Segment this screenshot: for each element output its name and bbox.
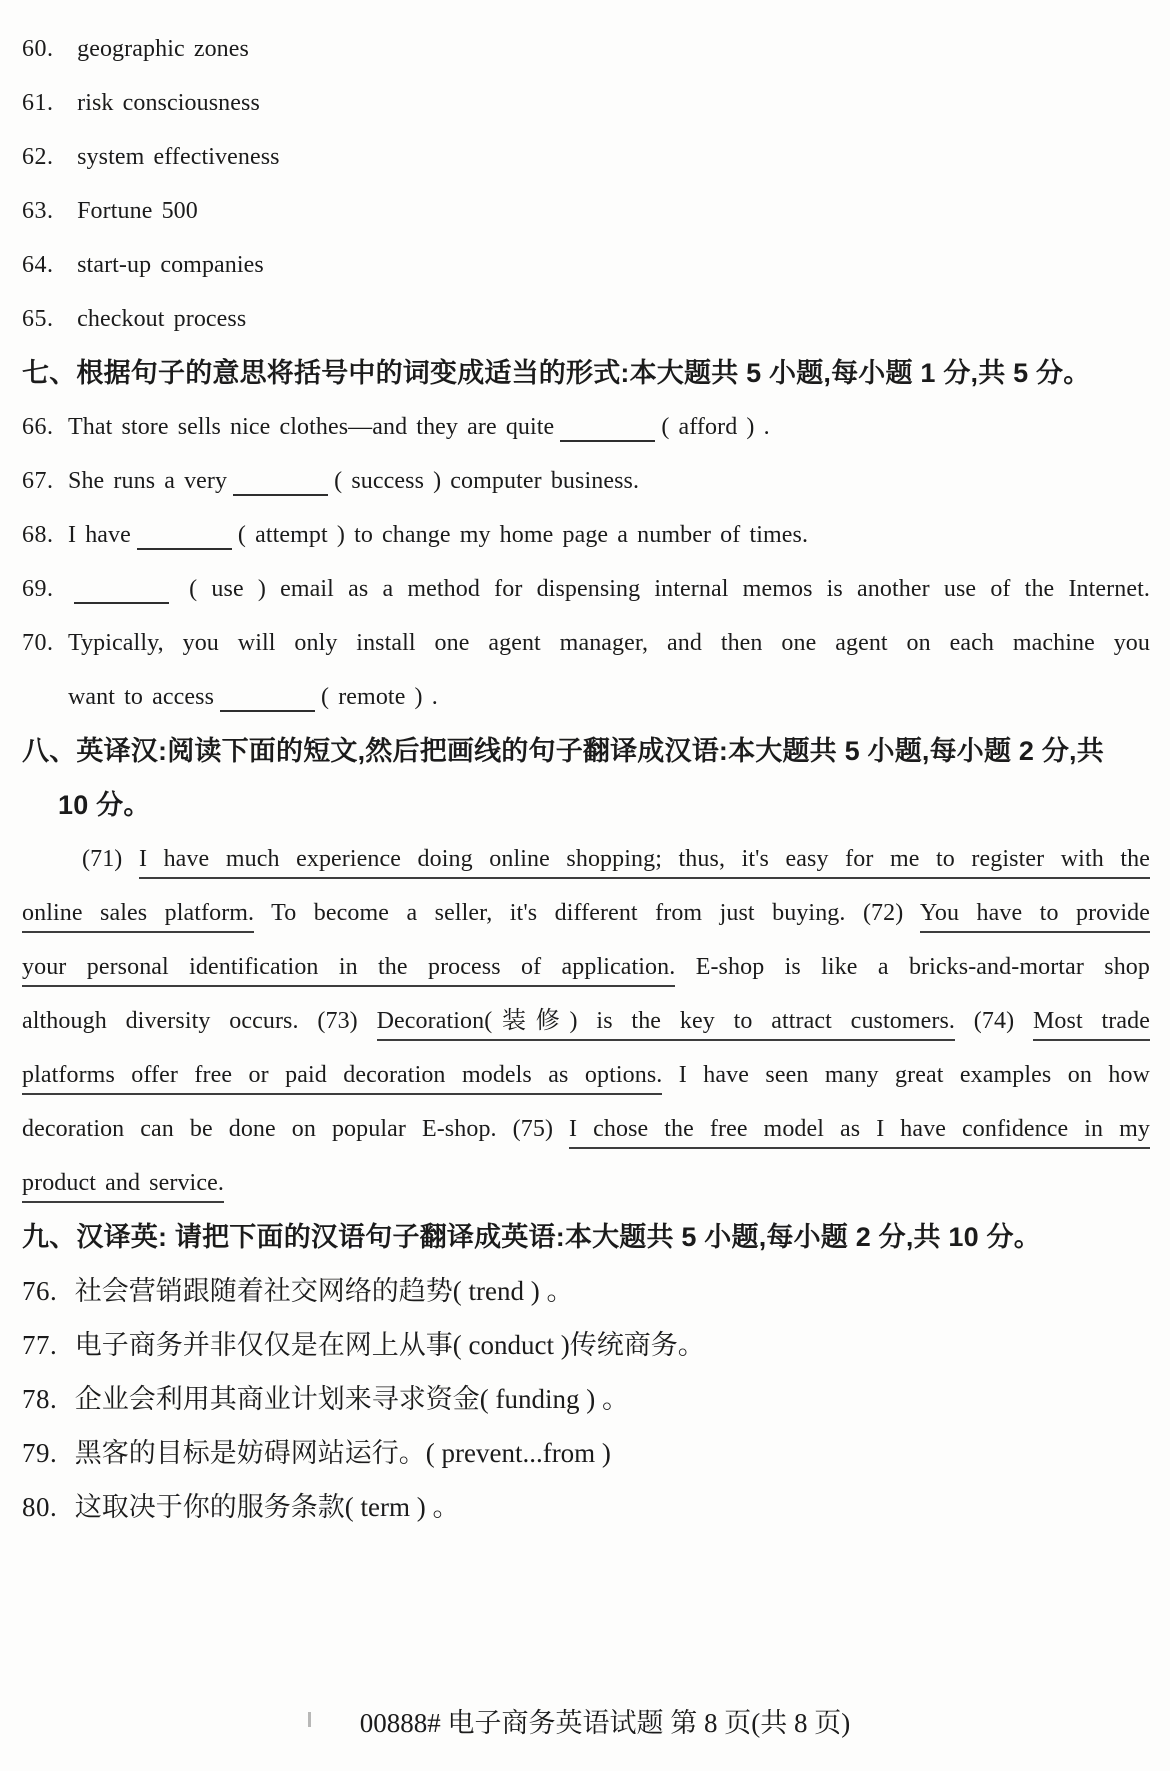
answer-blank-66: [560, 430, 655, 442]
vocab-text: geographic zones: [77, 36, 249, 62]
fill-item-66: [22, 400, 1150, 454]
underlined-sentence: platforms offer free or paid decoration models as options.: [22, 1062, 662, 1095]
item-number: 76.: [22, 1276, 58, 1306]
item-number: 63.: [22, 198, 54, 224]
passage-line-1: [22, 832, 1150, 886]
item-number: 62.: [22, 144, 54, 170]
translation-item-79: [22, 1426, 1150, 1480]
item-number: 61.: [22, 90, 54, 116]
item-text-post: ( afford ) .: [661, 414, 770, 440]
translation-item-76: [22, 1264, 1150, 1318]
fill-item-70-line2: [22, 670, 1150, 724]
passage-line-7: [22, 1156, 1150, 1210]
underlined-sentence: online sales platform.: [22, 900, 254, 933]
vocab-item-62: [22, 130, 1150, 184]
underlined-sentence: product and service.: [22, 1170, 224, 1203]
item-text-pre: want to access: [68, 684, 215, 710]
answer-blank-69: [74, 592, 169, 604]
passage-text: decoration can be done on popular E-shop.: [22, 1116, 497, 1142]
translation-item-77: [22, 1318, 1150, 1372]
vocab-text: risk consciousness: [77, 90, 260, 116]
underlined-sentence: Most trade: [1033, 1008, 1150, 1041]
fill-item-68: [22, 508, 1150, 562]
item-number: 69.: [22, 576, 54, 602]
item-text-post: ( attempt ) to change my home page a number of times.: [237, 522, 809, 548]
vocab-item-61: [22, 76, 1150, 130]
fill-item-70-line1: [22, 616, 1150, 670]
translation-text: 企业会利用其商业计划来寻求资金( funding ) 。: [74, 1384, 629, 1414]
item-number: 60.: [22, 36, 54, 62]
item-number: 79.: [22, 1438, 58, 1468]
sentence-marker: (73): [317, 1008, 358, 1034]
translation-text: 社会营销跟随着社交网络的趋势( trend ) 。: [74, 1276, 574, 1306]
vocab-text: start-up companies: [77, 252, 264, 278]
answer-blank-67: [233, 484, 328, 496]
page-footer-text: 00888# 电子商务英语试题 第 8 页(共 8 页): [359, 1708, 851, 1738]
passage-line-2: [22, 886, 1150, 940]
vocab-text: Fortune 500: [77, 198, 198, 224]
passage-text: To become a seller, it's different from just buying.: [271, 900, 846, 926]
vocab-item-63: [22, 184, 1150, 238]
underlined-sentence: I have much experience doing online shopping; thus, it's easy for me to register with the: [139, 846, 1150, 879]
translation-item-80: [22, 1480, 1150, 1534]
section7-heading: 七、根据句子的意思将括号中的词变成适当的形式:本大题共 5 小题,每小题 1 分,共 5 分。: [22, 358, 1091, 388]
item-text-pre: She runs a very: [68, 468, 228, 494]
vocab-item-64: [22, 238, 1150, 292]
underlined-sentence: your personal identification in the process of application.: [22, 954, 675, 987]
passage-line-6: [22, 1102, 1150, 1156]
fill-item-67: [22, 454, 1150, 508]
underlined-sentence: I chose the free model as I have confidence in my: [569, 1116, 1150, 1149]
passage-line-4: [22, 994, 1150, 1048]
item-number: 64.: [22, 252, 54, 278]
item-text-pre: I have: [68, 522, 131, 548]
item-number: 80.: [22, 1492, 58, 1522]
section8-heading-line1: 八、英译汉:阅读下面的短文,然后把画线的句子翻译成汉语:本大题共 5 小题,每小题 2 分,共: [22, 736, 1104, 766]
item-number: 68.: [22, 522, 54, 548]
fill-item-69: [22, 562, 1150, 616]
item-text-post: ( remote ) .: [321, 684, 438, 710]
underlined-sentence: You have to provide: [920, 900, 1150, 933]
passage-line-5: [22, 1048, 1150, 1102]
item-number: 78.: [22, 1384, 58, 1414]
sentence-marker: (74): [973, 1008, 1015, 1034]
item-text: Typically, you will only install one agent manager, and then one agent on each machine you: [68, 630, 1150, 656]
underlined-sentence: Decoration(装修) is the key to attract customers.: [377, 1008, 955, 1041]
passage-line-3: [22, 940, 1150, 994]
item-number: 66.: [22, 414, 54, 440]
passage-text: E-shop is like a bricks-and-mortar shop: [695, 954, 1150, 980]
vocab-text: checkout process: [77, 306, 247, 332]
item-number: 67.: [22, 468, 54, 494]
section8-heading-line2: 10 分。: [58, 790, 151, 820]
vocab-item-60: [22, 22, 1150, 76]
translation-text: 电子商务并非仅仅是在网上从事( conduct )传统商务。: [74, 1330, 705, 1360]
item-text-pre: That store sells nice clothes—and they are quite: [68, 414, 555, 440]
item-text-post: ( use ) email as a method for dispensing internal memos is another use of the Internet.: [189, 576, 1150, 602]
sentence-marker: (75): [512, 1116, 554, 1142]
translation-text: 这取决于你的服务条款( term ) 。: [74, 1492, 460, 1522]
item-number: 77.: [22, 1330, 58, 1360]
sentence-marker: (71): [82, 846, 123, 872]
item-text-post: ( success ) computer business.: [334, 468, 640, 494]
page-footer: [0, 1698, 1170, 1748]
translation-text: 黑客的目标是妨碍网站运行。( prevent...from ): [74, 1438, 611, 1468]
passage-text: although diversity occurs.: [22, 1008, 299, 1034]
section9-heading: 九、汉译英: 请把下面的汉语句子翻译成英语:本大题共 5 小题,每小题 2 分,共 10 分。: [22, 1222, 1041, 1252]
answer-blank-68: [137, 538, 232, 550]
item-number: 70.: [22, 630, 54, 656]
sentence-marker: (72): [862, 900, 904, 926]
answer-blank-70: [220, 700, 315, 712]
vocab-item-65: [22, 292, 1150, 346]
passage-text: I have seen many great examples on how: [678, 1062, 1150, 1088]
vocab-text: system effectiveness: [77, 144, 280, 170]
item-number: 65.: [22, 306, 54, 332]
translation-item-78: [22, 1372, 1150, 1426]
